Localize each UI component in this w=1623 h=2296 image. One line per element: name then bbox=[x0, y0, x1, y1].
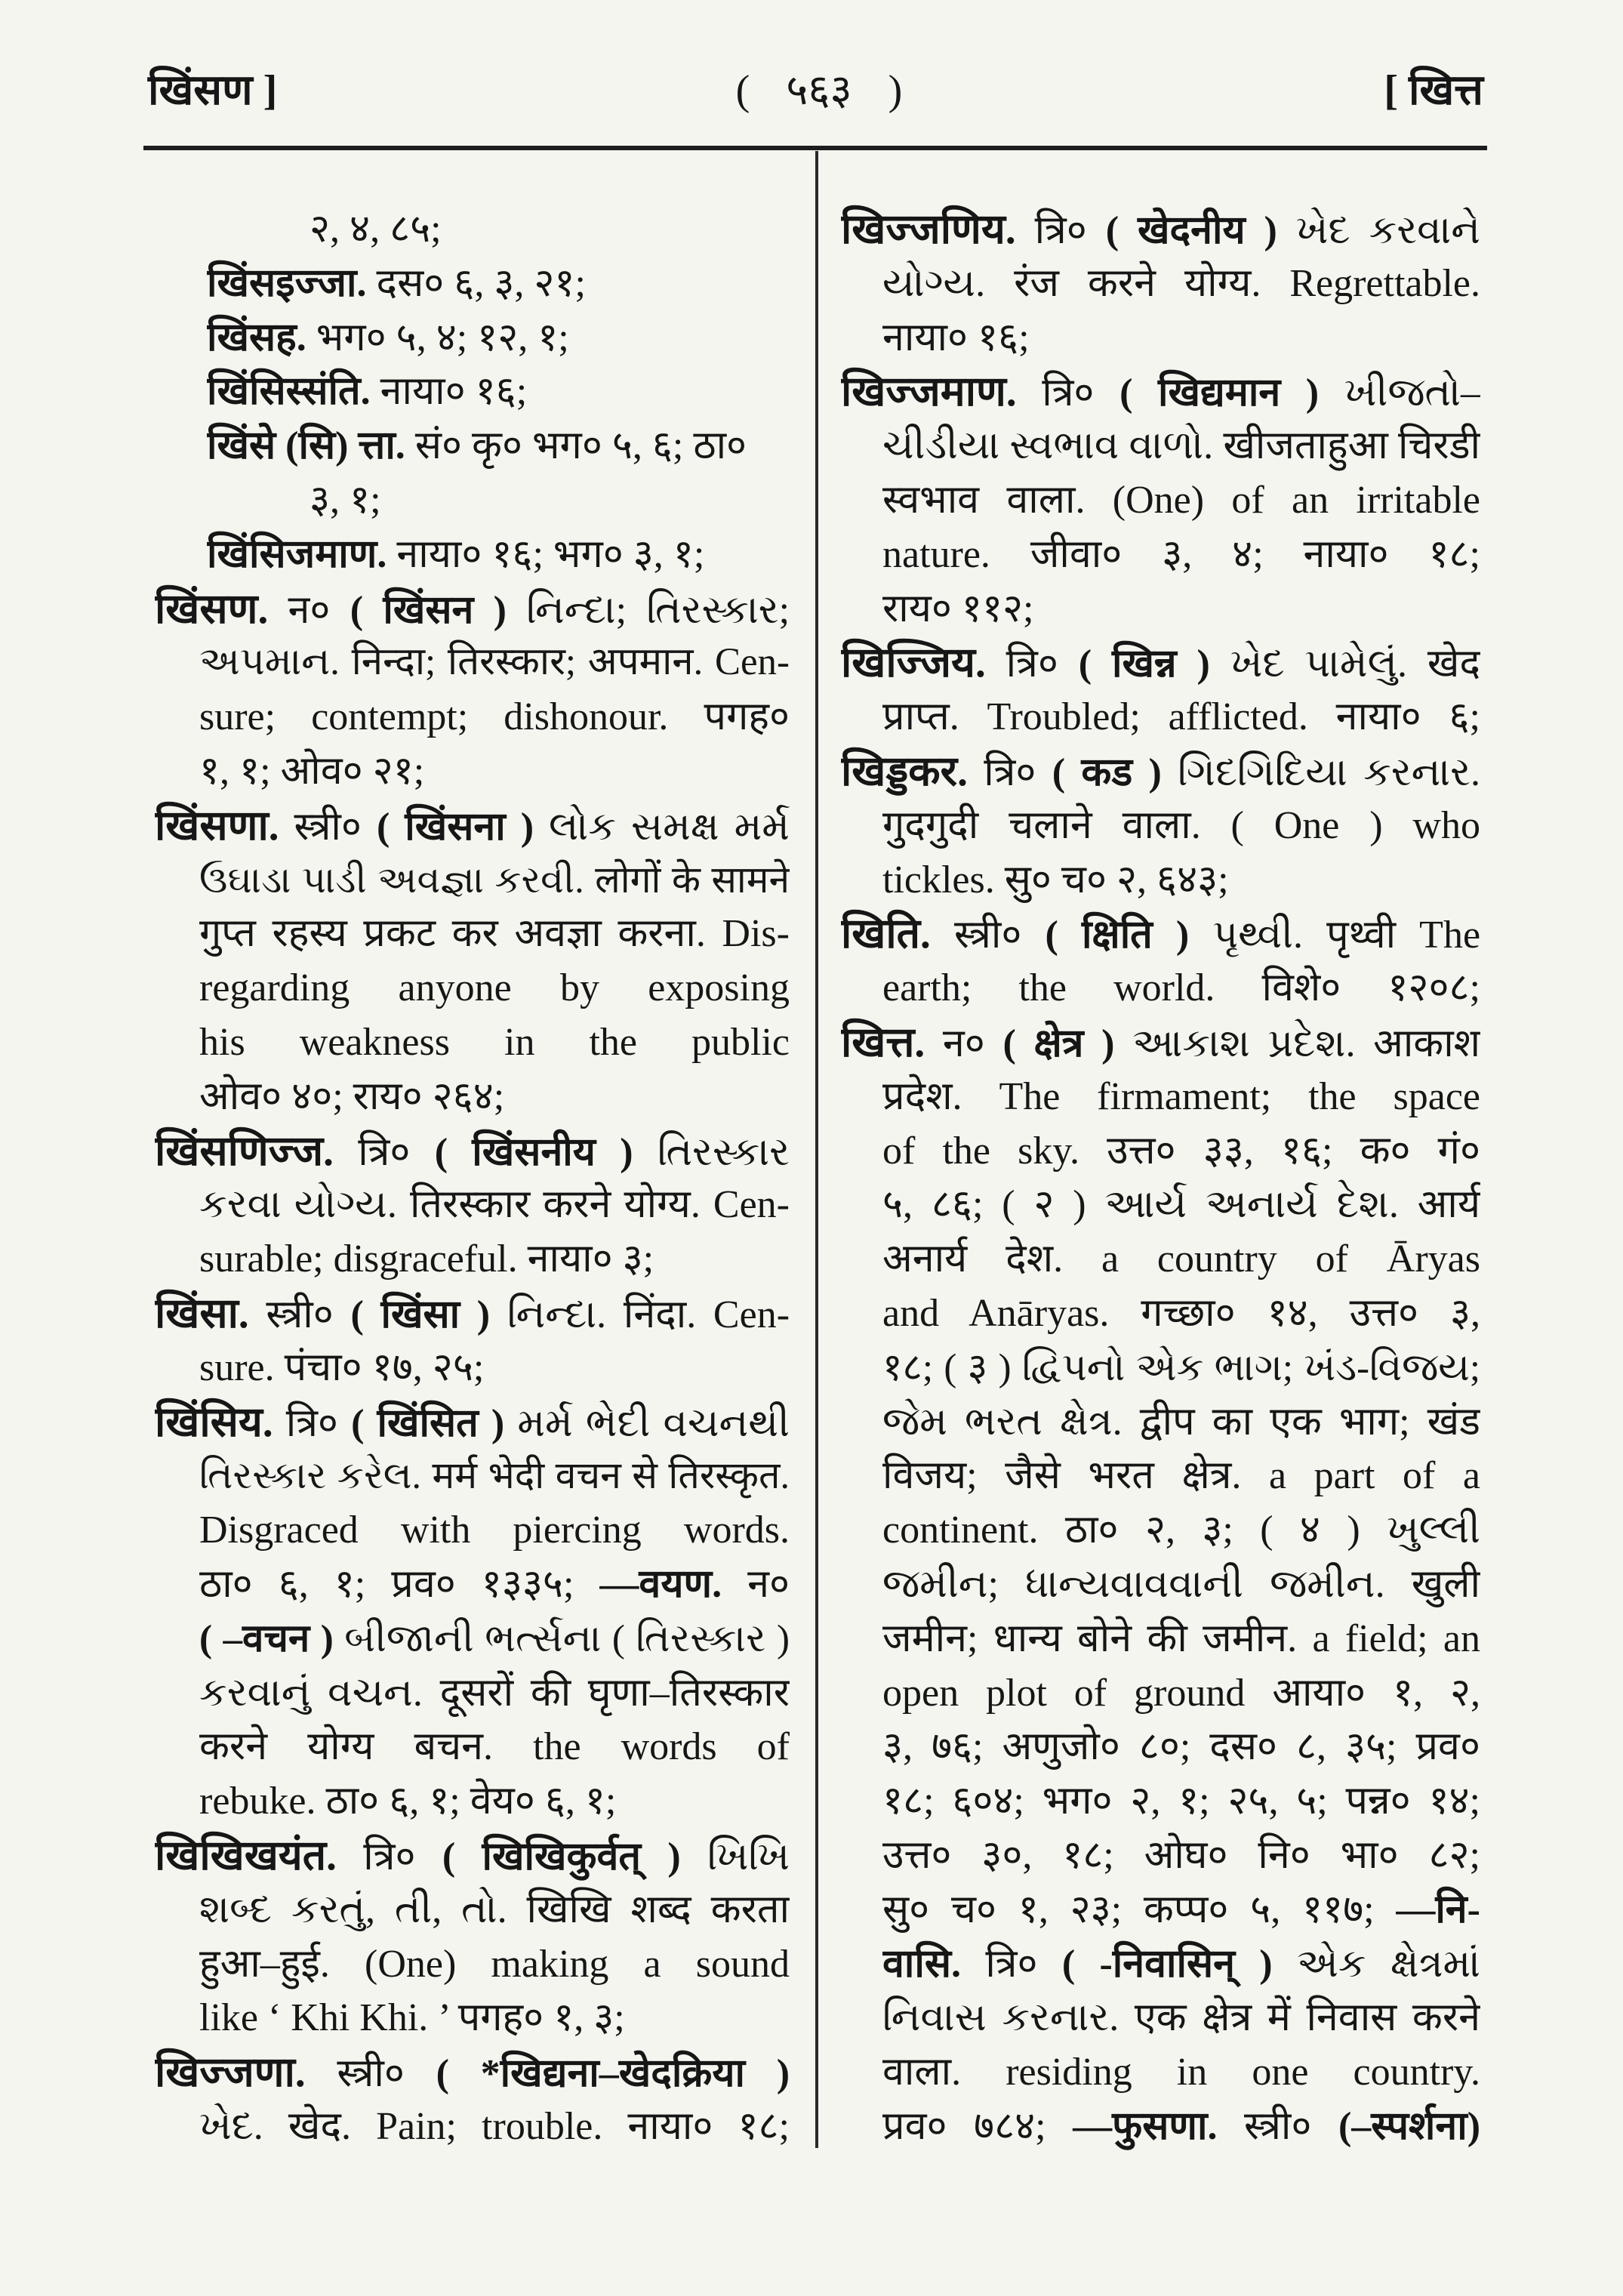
header-left-guide-word: खिंसण ] bbox=[148, 67, 278, 114]
definition-text: nature. जीवा० ३, ४; नाया० १८; bbox=[882, 532, 1480, 576]
citation-text: ३, ७६; अणुजो० ८०; दस० ८, ३५; प्रव० bbox=[882, 1725, 1480, 1769]
dictionary-entry bbox=[155, 1124, 790, 1287]
sub-headword: —वयण. bbox=[599, 1562, 722, 1606]
entry-line bbox=[155, 2045, 790, 2100]
sub-headword: —नि- bbox=[1396, 1888, 1480, 1931]
entry-line bbox=[882, 799, 1480, 853]
definition-text: ખેદ. खेद. Pain; trouble. नाया० १८; bbox=[199, 2104, 790, 2148]
entry-line bbox=[207, 311, 790, 365]
entry-line bbox=[882, 1720, 1480, 1774]
definition-text: regarding anyone by exposing bbox=[199, 966, 790, 1010]
entry-line bbox=[841, 365, 1480, 419]
right-column bbox=[841, 202, 1480, 2154]
inflected-form: खिंसह. bbox=[207, 316, 306, 359]
definition-text: ખેદ કરવાને bbox=[1295, 209, 1480, 252]
dictionary-entry bbox=[155, 2045, 790, 2154]
definition-text: like ‘ Khi Khi. ’ पगह० १, ३; bbox=[199, 1996, 625, 2040]
entry-line bbox=[882, 1178, 1480, 1232]
definition-text: કરવા યોગ્ય. तिरस्कार करने योग्य. Cen- bbox=[199, 1183, 790, 1227]
entry-line bbox=[207, 419, 790, 473]
entry-line bbox=[882, 853, 1480, 908]
entry-line bbox=[199, 1070, 790, 1124]
sanskrit-equivalent: ( खिंसन ) bbox=[350, 588, 507, 632]
definition-text: गुदगुदी चलाने वाला. ( One ) who bbox=[882, 803, 1480, 847]
sanskrit-equivalent: ( *खिद्यना–खेदक्रिया ) bbox=[436, 2052, 790, 2096]
sanskrit-equivalent: (–स्पर्शना) bbox=[1338, 2104, 1480, 2148]
headword: खित्त. bbox=[841, 1019, 925, 1065]
headword: खिंसणा. bbox=[155, 802, 279, 849]
definition-text: rebuke. ठा० ६, १; वेय० ६, १; bbox=[199, 1780, 617, 1823]
grammar-label: स्त्री० bbox=[337, 2052, 405, 2096]
definition-text: earth; the world. विशे० १२०८; bbox=[882, 966, 1480, 1010]
dictionary-entry bbox=[155, 799, 790, 1124]
definition-text: जमीन; धान्य बोने की जमीन. a field; an bbox=[882, 1616, 1480, 1660]
headword: खिड्डकर. bbox=[841, 747, 968, 794]
definition-text: प्रदेश. The firmament; the space bbox=[882, 1074, 1480, 1118]
entry-line bbox=[882, 1666, 1480, 1721]
entry-line bbox=[199, 1883, 790, 1937]
citation-text: नाया० १६; भग० ३, १; bbox=[396, 532, 705, 576]
definition-text: विजय; जैसे भरत क्षेत्र. a part of a bbox=[882, 1454, 1480, 1498]
definition-text: ખીજતો– bbox=[1344, 371, 1480, 415]
dictionary-entry bbox=[841, 907, 1480, 1015]
grammar-label: न० bbox=[288, 588, 331, 632]
entry-line bbox=[882, 2100, 1480, 2154]
entry-line bbox=[199, 1720, 790, 1774]
sanskrit-equivalent: ( खिंसनीय ) bbox=[434, 1130, 633, 1174]
grammar-label: त्रि० bbox=[1042, 371, 1095, 415]
citation-text: १८; ६०४; भग० २, १; २५, ५; पन्न० १४; bbox=[882, 1780, 1480, 1823]
entry-line bbox=[155, 1124, 790, 1179]
definition-text: of the sky. उत्त० ३३, १६; क० गं० bbox=[882, 1129, 1480, 1173]
entry-line bbox=[199, 690, 790, 744]
entry-line bbox=[155, 1395, 790, 1450]
definition-text: ५, ८६; ( २ ) આર્ય અનાર્ય દેશ. आर्य bbox=[882, 1183, 1480, 1227]
definition-text: જમીન; ધાન્યવાવવાની જમીન. खुली bbox=[882, 1562, 1480, 1606]
dictionary-entry bbox=[841, 202, 1480, 365]
entry-line bbox=[310, 202, 790, 257]
entry-line bbox=[882, 961, 1480, 1015]
entry-line bbox=[882, 1124, 1480, 1179]
definition-text: surable; disgraceful. नाया० ३; bbox=[199, 1237, 654, 1281]
dictionary-entry bbox=[155, 582, 790, 799]
dictionary-entry bbox=[841, 1015, 1480, 2154]
entry-line bbox=[199, 1178, 790, 1232]
definition-text: બીજાની ભર્ત્સના ( તિરસ્કાર ) bbox=[344, 1616, 790, 1660]
definition-text: अनार्य देश. a country of Āryas bbox=[882, 1237, 1480, 1281]
sanskrit-equivalent: ( –वचन ) bbox=[199, 1616, 334, 1660]
headword: खिखिखयंत. bbox=[155, 1832, 337, 1878]
sanskrit-equivalent: ( क्षेत्र ) bbox=[1002, 1022, 1115, 1065]
header-right-guide-word: [ खित्त bbox=[1384, 67, 1483, 114]
definition-text: જેમ ભરત ક્ષેત્ર. द्वीप का एक भाग; खंड bbox=[882, 1400, 1480, 1444]
definition-text: हुआ–हुई. (One) making a sound bbox=[199, 1942, 790, 1986]
headword: खिति. bbox=[841, 911, 931, 957]
definition-text: તિરસ્કાર કરેલ. मर्म भेदी वचन से तिरस्कृत. bbox=[199, 1454, 790, 1497]
entry-line bbox=[199, 1612, 790, 1666]
grammar-label: त्रि० bbox=[363, 1835, 416, 1878]
entry-line bbox=[882, 1395, 1480, 1450]
sanskrit-equivalent: ( खिन्न ) bbox=[1078, 643, 1210, 686]
entry-line bbox=[882, 419, 1480, 473]
grammar-label: न० bbox=[747, 1562, 790, 1606]
definition-text: ખેદ પામેલું. खेद bbox=[1230, 643, 1480, 686]
entry-line bbox=[882, 690, 1480, 744]
sub-headword: —फुसणा. bbox=[1073, 2104, 1218, 2148]
grammar-label: त्रि० bbox=[984, 750, 1036, 794]
entry-line bbox=[841, 907, 1480, 961]
definition-text: એક ક્ષેત્રમાં bbox=[1296, 1942, 1480, 1986]
definition-text: tickles. सु० च० २, ६४३; bbox=[882, 858, 1229, 901]
definition-text: गुप्त रहस्य प्रकट कर अवज्ञा करना. Dis- bbox=[199, 912, 790, 956]
entry-line bbox=[882, 582, 1480, 636]
definition-text: ચીડીયા સ્વભાવ વાળો. खीजताहुआ चिरडी bbox=[882, 424, 1480, 468]
entry-line bbox=[841, 636, 1480, 690]
entry-line bbox=[882, 1558, 1480, 1612]
sanskrit-equivalent: ( खिंसना ) bbox=[376, 805, 534, 849]
definition-text: નિવાસ કરનાર. एक क्षेत्र में निवास करने bbox=[882, 1996, 1480, 2040]
sanskrit-equivalent: ( खिंसित ) bbox=[351, 1401, 505, 1445]
sanskrit-equivalent: ( कड ) bbox=[1052, 750, 1162, 794]
entry-line bbox=[882, 1341, 1480, 1395]
entry-line bbox=[199, 1991, 790, 2045]
entry-line bbox=[882, 1883, 1480, 1937]
definition-text: sure; contempt; dishonour. पगह० bbox=[199, 695, 790, 739]
definition-text: પૃથ્વી. पृथ्वी The bbox=[1212, 914, 1480, 957]
headword: खिज्जणा. bbox=[155, 2049, 306, 2096]
definition-text: કરવાનું વચન. दूसरों की घृणा–तिरस्कार bbox=[199, 1671, 790, 1715]
definition-text: वाला. residing in one country. bbox=[882, 2051, 1480, 2094]
left-column bbox=[155, 202, 790, 2154]
entry-line bbox=[882, 528, 1480, 582]
sanskrit-equivalent: ( खिंसा ) bbox=[350, 1293, 491, 1336]
entry-line bbox=[199, 744, 790, 799]
sanskrit-equivalent: ( खिखिकुर्वत् ) bbox=[442, 1835, 681, 1878]
citation-text: उत्त० ३०, १८; ओघ० नि० भा० ८२; bbox=[882, 1833, 1480, 1877]
entry-line bbox=[155, 582, 790, 636]
citation-text: राय० ११२; bbox=[882, 587, 1034, 630]
grammar-label: त्रि० bbox=[985, 1942, 1038, 1986]
page-number: ( ५६३ ) bbox=[735, 67, 903, 114]
headword: खिज्जमाण. bbox=[841, 368, 1017, 415]
entry-line bbox=[310, 473, 790, 528]
header-rule bbox=[143, 146, 1487, 150]
definition-text: करने योग्य बचन. the words of bbox=[199, 1725, 790, 1769]
citation-text: सु० च० १, २३; कप्प० ५, ११७; bbox=[882, 1888, 1375, 1931]
entry-line bbox=[841, 202, 1480, 257]
headword: खिज्जिय. bbox=[841, 639, 986, 686]
definition-text: શબ્દ કરતું, તી, તો. खिखि शब्द करता bbox=[199, 1888, 790, 1931]
sanskrit-equivalent: ( खेदनीय ) bbox=[1105, 209, 1277, 252]
citation-text: ठा० ६, १; प्रव० १३३५; bbox=[199, 1562, 574, 1606]
grammar-label: स्त्री० bbox=[1243, 2104, 1312, 2148]
citation-text: प्रव० ७८४; bbox=[882, 2104, 1046, 2148]
citation-text: दस० ६, ३, २१; bbox=[376, 261, 586, 305]
dictionary-entry bbox=[155, 1829, 790, 2045]
definition-text: લોક સમક્ષ મર્મ bbox=[549, 805, 790, 849]
entry-line bbox=[882, 473, 1480, 528]
entry-line bbox=[199, 1774, 790, 1829]
entry-line bbox=[199, 2100, 790, 2154]
entry-line bbox=[882, 1449, 1480, 1503]
grammar-label: न० bbox=[942, 1022, 985, 1065]
entry-line bbox=[199, 1558, 790, 1612]
definition-text: આકાશ પ્રદેશ. आकाश bbox=[1132, 1022, 1480, 1065]
entry-line bbox=[199, 1937, 790, 1992]
entry-line bbox=[207, 365, 790, 419]
sub-headword: वासि. bbox=[882, 1942, 962, 1986]
entry-line bbox=[882, 1774, 1480, 1829]
definition-text: continent. ठा० २, ३; ( ४ ) ખુલ્લી bbox=[882, 1509, 1480, 1552]
entry-line bbox=[199, 961, 790, 1015]
dictionary-entry bbox=[841, 365, 1480, 636]
inflected-form: खिंसइज्जा. bbox=[207, 261, 367, 305]
inflected-form: खिंसे (सि) त्ता. bbox=[207, 424, 405, 468]
entry-line bbox=[199, 1449, 790, 1503]
sanskrit-equivalent: ( क्षिति ) bbox=[1045, 914, 1190, 957]
entry-line bbox=[155, 1287, 790, 1341]
entry-line bbox=[199, 1232, 790, 1287]
dictionary-entry bbox=[841, 744, 1480, 907]
definition-text: નિન્દા; તિરસ્કાર; bbox=[526, 588, 790, 632]
definition-text: ખિખિ bbox=[707, 1835, 790, 1878]
entry-line bbox=[882, 1232, 1480, 1287]
citation-text: २, ४, ८५; bbox=[310, 208, 442, 251]
sanskrit-equivalent: ( खिद्यमान ) bbox=[1119, 371, 1320, 415]
entry-line bbox=[841, 1015, 1480, 1070]
dictionary-entry bbox=[155, 1395, 790, 1829]
definition-text: प्राप्त. Troubled; afflicted. नाया० ६; bbox=[882, 695, 1480, 739]
entry-line bbox=[199, 1015, 790, 1070]
dictionary-entry-continued bbox=[155, 202, 790, 582]
definition-text: મર્મ ભેદી વચનથી bbox=[517, 1401, 790, 1445]
entry-line bbox=[199, 1503, 790, 1558]
grammar-label: त्रि० bbox=[358, 1130, 411, 1174]
entry-line bbox=[882, 1937, 1480, 1992]
entry-line bbox=[882, 1991, 1480, 2045]
column-divider bbox=[815, 151, 818, 2148]
definition-text: યોગ્ય. रंज करने योग्य. Regrettable. bbox=[882, 261, 1480, 305]
definition-text: his weakness in the public bbox=[199, 1020, 790, 1064]
entry-line bbox=[199, 853, 790, 908]
grammar-label: त्रि० bbox=[1006, 643, 1058, 686]
grammar-label: स्त्री० bbox=[294, 805, 362, 849]
entry-line bbox=[882, 2045, 1480, 2100]
entry-line bbox=[882, 311, 1480, 365]
entry-line bbox=[882, 257, 1480, 311]
citation-text: ३, १; bbox=[310, 478, 381, 522]
entry-line bbox=[882, 1287, 1480, 1341]
entry-line bbox=[841, 744, 1480, 799]
sanskrit-equivalent: ( -निवासिन् ) bbox=[1061, 1942, 1273, 1986]
grammar-label: स्त्री० bbox=[266, 1293, 334, 1336]
grammar-label: त्रि० bbox=[1034, 209, 1087, 252]
entry-line bbox=[207, 528, 790, 582]
entry-line bbox=[199, 1341, 790, 1395]
headword: खिंसा. bbox=[155, 1290, 249, 1336]
dictionary-entry bbox=[841, 636, 1480, 744]
definition-text: અપમાન. निन्दा; तिरस्कार; अपमान. Cen- bbox=[199, 641, 790, 684]
definition-text: and Anāryas. गच्छा० १४, उत्त० ३, bbox=[882, 1291, 1480, 1335]
citation-text: सं० कृ० भग० ५, ६; ठा० bbox=[414, 424, 747, 468]
entry-line bbox=[882, 1503, 1480, 1558]
grammar-label: त्रि० bbox=[285, 1401, 338, 1445]
inflected-form: खिंसिस्संति. bbox=[207, 370, 371, 414]
entry-line bbox=[882, 1070, 1480, 1124]
entry-line bbox=[207, 257, 790, 311]
entry-line bbox=[882, 1829, 1480, 1883]
entry-line bbox=[155, 799, 790, 853]
entry-line bbox=[199, 1666, 790, 1721]
definition-text: નિન્દા. निंदा. Cen- bbox=[507, 1293, 790, 1336]
grammar-label: स्त्री० bbox=[953, 914, 1022, 957]
definition-text: sure. पंचा० १७, २५; bbox=[199, 1345, 485, 1389]
definition-text: Disgraced with piercing words. bbox=[199, 1509, 790, 1552]
entry-line bbox=[155, 1829, 790, 1883]
dictionary-entry bbox=[155, 1287, 790, 1395]
citation-text: नाया० १६; bbox=[380, 370, 528, 414]
headword: खिज्जणिय. bbox=[841, 206, 1016, 252]
headword: खिंसिय. bbox=[155, 1398, 273, 1445]
entry-line bbox=[199, 907, 790, 961]
definition-text: स्वभाव वाला. (One) of an irritable bbox=[882, 478, 1480, 522]
entry-line bbox=[199, 636, 790, 690]
entry-line bbox=[882, 1612, 1480, 1666]
definition-text: ગિદગિદિયા કરનાર. bbox=[1178, 750, 1480, 794]
definition-text: ઉઘાડા પાડી અવજ્ઞા કરવી. लोगों के सामने bbox=[199, 858, 790, 901]
citation-text: ओव० ४०; राय० २६४; bbox=[199, 1074, 505, 1118]
citation-text: भग० ५, ४; १२, १; bbox=[316, 316, 569, 359]
citation-text: नाया० १६; bbox=[882, 316, 1030, 359]
headword: खिंसण. bbox=[155, 585, 269, 632]
definition-text: open plot of ground आया० १, २, bbox=[882, 1671, 1480, 1715]
definition-text: १८; ( ३ ) દ્વિપનો એક ભાગ; ખંડ-વિજય; bbox=[882, 1345, 1480, 1388]
definition-text: તિરસ્કાર bbox=[657, 1130, 790, 1174]
citation-text: १, १; ओव० २१; bbox=[199, 749, 425, 793]
inflected-form: खिंसिजमाण. bbox=[207, 532, 387, 576]
headword: खिंसणिज्ज. bbox=[155, 1127, 334, 1174]
